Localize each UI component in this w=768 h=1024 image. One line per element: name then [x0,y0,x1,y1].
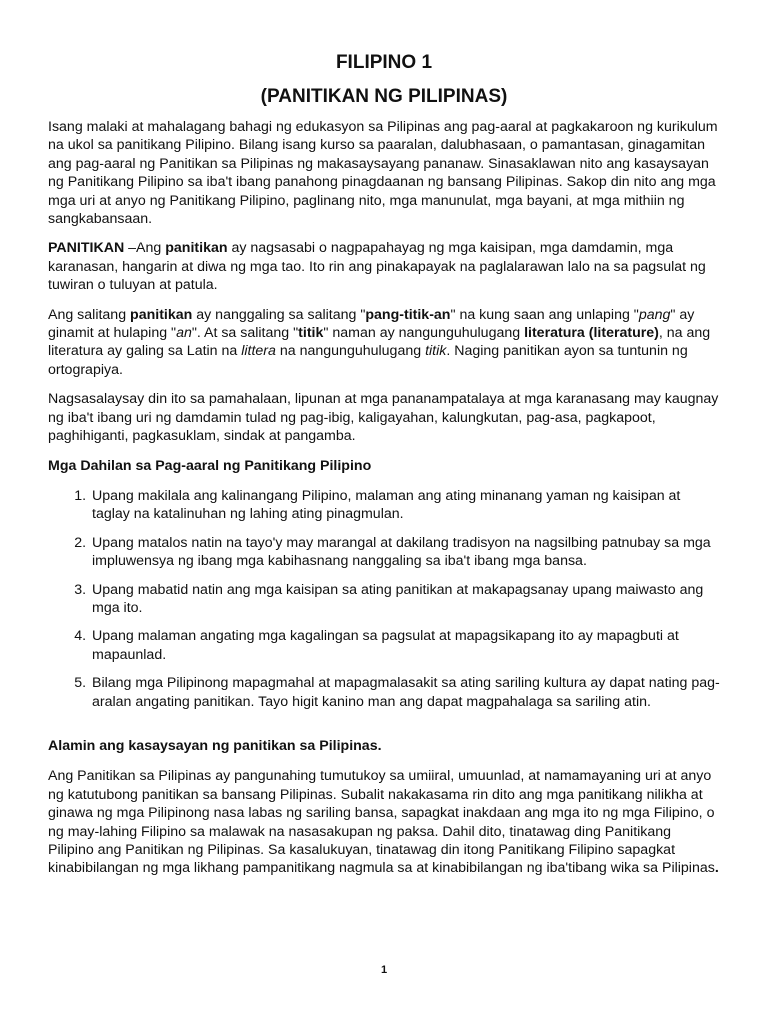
document-subtitle: (PANITIKAN NG PILIPINAS) [260,86,508,107]
page-number: 1 [380,964,388,976]
list-item: 5. Bilang mga Pilipinong mapagmahal at mapagmalasakit sa ating sariling kultura ay dapat nating pag-aralan angating panitikan. Tayo higit kanino man ang dapat magpahalaga sa sariling atin. [90,674,720,711]
intro-paragraph: Isang malaki at mahalagang bahagi ng edukasyon sa Pilipinas ang pag-aaral at pagkakaroon ng kurikulum na ukol sa panitikang Pilipino. Bilang isang kurso sa paaralan, dalubhasaan, o pamantasan, ginagamitan ang pag-aaral ng Panitikan sa Pilipinas ng makasaysayang pananaw. Sinasaklawan nito ang kasaysayan ng Panitikang Pilipino sa iba't ibang panahong pinagdaanan ng bansang Pilipinas. Sakop din nito ang mga mga uri at anyo ng Panitikang Pilipino, paglinang nito, mga manunulat, mga bayani, at mga mithiin ng sangkabansaan. [48,119,718,228]
history-paragraph: Ang Panitikan sa Pilipinas ay pangunahing tumutukoy sa umiiral, umuunlad, at namamayaning uri at anyo ng katutubong panitikan sa bansang Pilipinas. Subalit nakakasama rin dito ang mga panitikang nilikha at ginawa ng mga Pilipinong nasa labas ng sariling bansa, sapagkat inakdaan ang mga ito ng mga Filipino, o ng may-lahing Filipino sa malawak na nasasakupan ng paksa. Dahil dito, tinatawag ding Panitikang Pilipino ang Panitikan ng Pilipinas. Sa kasalukuyan, tinatawag din itong Panitikang Filipino sapagkat kinabibilangan ng mga likhang pampanitikang nagmula sa at kinabibilangan ng iba'tibang wika sa Pilipinas. [48,768,719,877]
list-item: 1. Upang makilala ang kalinangang Pilipino, malaman ang ating minanang yaman ng kaisipan at taglay na katalinuhan ng lahing ating pinagmulan. [90,487,720,524]
etymology-paragraph: Ang salitang panitikan ay nanggaling sa salitang "pang-titik-an" na kung saan ang unlaping "pang" ay ginamit at hulaping "an". At sa salitang "titik" naman ay nangunguhulugang literatura (literature), na ang literatura ay galing sa Latin na littera na nangunguhulugang titik. Naging panitikan ayon sa tuntunin ng ortograpiya. [48,306,711,378]
history-heading: Alamin ang kasaysayan ng panitikan sa Pilipinas. [48,737,382,754]
narration-paragraph: Nagsasalaysay din ito sa pamahalaan, lipunan at mga pananampatalaya at mga karanasang may kaugnay ng iba't ibang uri ng damdamin tulad ng pag-ibig, kaligayahan, kalungkutan, pag-asa, pagkapoot, paghihiganti, pagkasuklam, sindak at pangamba. [48,391,719,445]
document-title: FILIPINO 1 [335,52,433,73]
reasons-list [48,487,720,711]
list-item: 4. Upang malaman angating mga kagalingan sa pagsulat at mapagsikapang ito ay mapagbuti at mapaunlad. [90,627,720,664]
reasons-heading: Mga Dahilan sa Pag-aaral ng Panitikang Pilipino [48,457,372,474]
panitikan-definition-paragraph: PANITIKAN –Ang panitikan ay nagsasabi o nagpapahayag ng mga kaisipan, mga damdamin, mga karanasan, hangarin at diwa ng mga tao. Ito rin ang pinakapayak na paglalarawan lalo na sa pagsulat ng tuwiran o tuluyan at patula. [48,240,706,294]
list-item: 2. Upang matalos natin na tayo'y may marangal at dakilang tradisyon na nagsilbing patnubay sa mga impluwensya ng ibang mga kabihasnang nanggaling sa iba't ibang mga bansa. [90,534,720,571]
list-item: 3. Upang mabatid natin ang mga kaisipan sa ating panitikan at makapagsanay upang maiwasto ang mga ito. [90,581,720,618]
